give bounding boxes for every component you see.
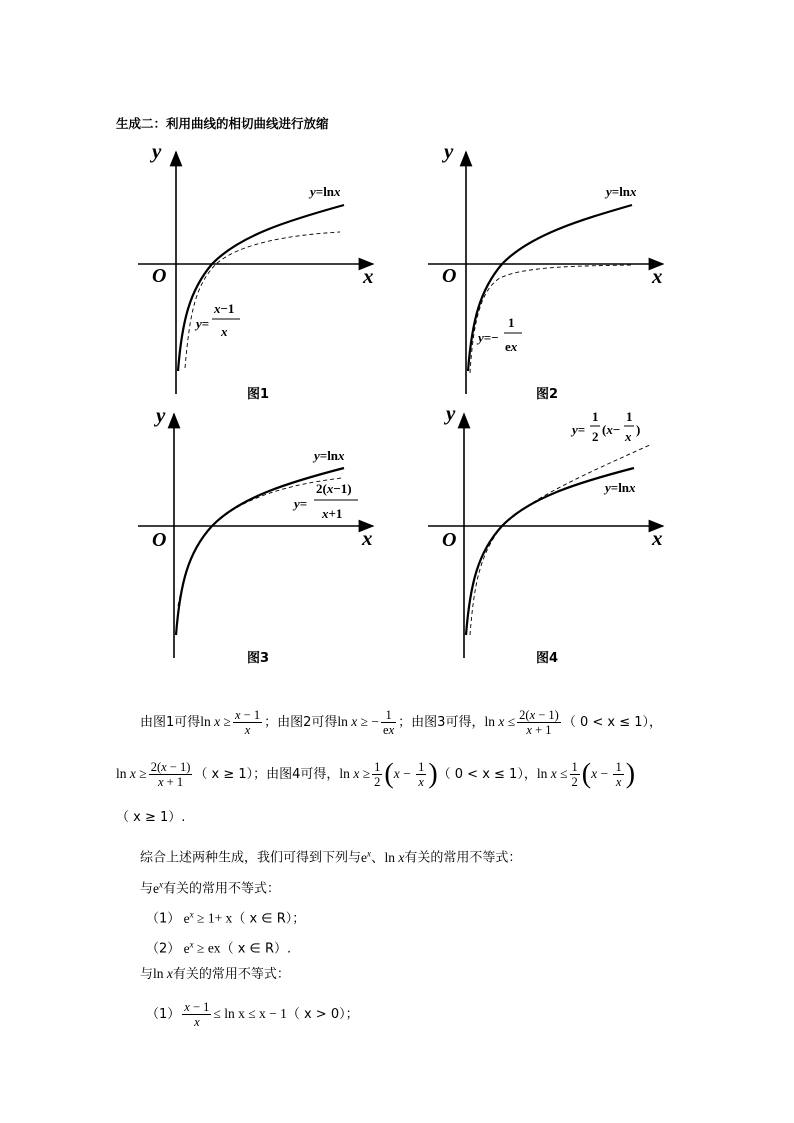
summary-line: 综合上述两种生成，我们可得到下列与$e^x$、ln x有关的常用不等式：: [140, 848, 522, 866]
svg-text:x: x: [625, 429, 632, 444]
svg-text:x+1: x+1: [322, 506, 343, 521]
condition-text: （ x > 0）；: [286, 1007, 359, 1022]
ln-curve: [468, 205, 632, 371]
figure-1: [130, 140, 390, 410]
x-axis-label: x: [363, 264, 374, 288]
ex-inequalities-title: 与$e^x$有关的常用不等式：: [140, 879, 281, 897]
tangent-curve: [178, 478, 342, 606]
tangent-curve: [185, 232, 340, 368]
y-axis-label: y: [446, 401, 456, 425]
item-number: （1）: [146, 1007, 181, 1022]
inequality-math: ≤ ln x ≤ x − 1: [213, 1006, 287, 1021]
ln-inequality-1: （1） $\frac{x - 1}{x}$ ≤ ln x ≤ x − 1（ x > 0）；: [146, 1000, 359, 1029]
ex-inequality-2: （2） $e^x \ge ex$（ x ∈ R）.: [146, 939, 292, 957]
svg-text:x−1: x−1: [214, 301, 235, 316]
condition-text: （ 0 < x ≤ 1），: [562, 715, 663, 730]
condition-text: （ x ≥ 1）；由图4可得，: [194, 767, 340, 782]
figure-caption: 图4: [536, 651, 559, 666]
text-fragment: ；由图3可得，: [398, 715, 485, 730]
derivation-line-3: （ x ≥ 1）.: [116, 810, 186, 825]
inequality-math: ≥ ex: [197, 940, 221, 956]
figure-4: [420, 402, 680, 672]
svg-text:y=: y=: [294, 496, 308, 511]
figure-caption: 图1: [247, 387, 270, 402]
text-fragment: 有关的常用不等式：: [172, 967, 290, 982]
text-fragment: 与: [140, 881, 154, 897]
svg-text:(x−: (x−: [602, 422, 621, 437]
text-fragment: 有关的常用不等式：: [163, 881, 281, 897]
x-axis-label: x: [652, 526, 663, 550]
svg-text:ex: ex: [505, 339, 518, 354]
inequality-math: ≥ 1+ x: [197, 910, 233, 926]
svg-text:y=: y=: [196, 316, 210, 331]
figure-caption: 图3: [247, 651, 270, 666]
item-number: （1）: [146, 911, 181, 927]
text-fragment: 综合上述两种生成，我们可得到下列与: [140, 850, 362, 866]
tangent-label: [292, 481, 358, 521]
section-heading: 生成二：利用曲线的相切曲线进行放缩: [116, 116, 329, 131]
svg-text:1: 1: [626, 409, 633, 424]
tangent-curve: [470, 265, 632, 373]
svg-text:x: x: [221, 324, 228, 339]
y-axis-label: y: [444, 139, 454, 163]
curve-label: y=lnx: [314, 448, 345, 463]
y-axis-label: y: [152, 139, 162, 163]
derivation-line-1: 由图1可得ln x ≥ $\frac{x - 1}{x}$ ；由图2可得ln x ≥ − $\frac{1}{ex}$ ；由图3可得，ln x ≤ $\frac{2(x - 1)}{x + 1}$ （ 0 < x ≤ 1），: [140, 708, 663, 737]
svg-text:2: 2: [592, 429, 599, 444]
ln-inequalities-title: 与ln x有关的常用不等式：: [140, 966, 290, 982]
y-axis-label: y: [156, 403, 166, 427]
curve-label: y=lnx: [606, 184, 637, 199]
text-fragment: 与: [140, 967, 154, 982]
item-number: （2）: [146, 941, 181, 957]
ln-curve: [178, 205, 344, 371]
origin-label: O: [152, 265, 167, 287]
condition-text: （ 0 < x ≤ 1），: [437, 767, 537, 782]
condition-text: （ x ∈ R）.: [220, 941, 292, 957]
curve-label: y=lnx: [310, 184, 341, 199]
derivation-line-2: ln x ≥ $\frac{2(x - 1)}{x + 1}$ （ x ≥ 1）；由图4可得，ln x ≥ $\frac{1}{2}$ (x − $\frac{1}{x}$ )（ 0 < x ≤ 1），ln x ≤ $\frac{1}{2}$ (x − $\frac{1}{x}$ ): [116, 758, 636, 790]
text-fragment: 有关的常用不等式：: [404, 850, 522, 866]
text-fragment: ；由图2可得: [264, 715, 338, 730]
figure-2: [420, 140, 680, 410]
text-fragment: 由图1可得: [140, 715, 201, 730]
svg-text:2(x−1): 2(x−1): [316, 481, 352, 496]
svg-text:y=−: y=−: [478, 330, 499, 345]
ex-inequality-1: （1） $e^x \ge 1+ x$（ x ∈ R）；: [146, 909, 306, 927]
svg-text:): ): [636, 422, 641, 437]
condition-text: （ x ∈ R）；: [232, 911, 306, 927]
tangent-label: [194, 301, 240, 339]
curve-label: y=lnx: [605, 480, 636, 495]
tangent-label: [570, 409, 640, 444]
origin-label: O: [442, 529, 457, 551]
x-axis-label: x: [652, 264, 663, 288]
tangent-label: [476, 315, 522, 354]
figure-3: [130, 402, 390, 672]
svg-text:y=: y=: [572, 422, 586, 437]
x-axis-label: x: [362, 526, 373, 550]
svg-text:1: 1: [592, 409, 599, 424]
tangent-curve: [470, 444, 652, 635]
origin-label: O: [152, 529, 167, 551]
origin-label: O: [442, 265, 457, 287]
figure-caption: 图2: [536, 387, 559, 402]
svg-text:1: 1: [508, 315, 515, 330]
